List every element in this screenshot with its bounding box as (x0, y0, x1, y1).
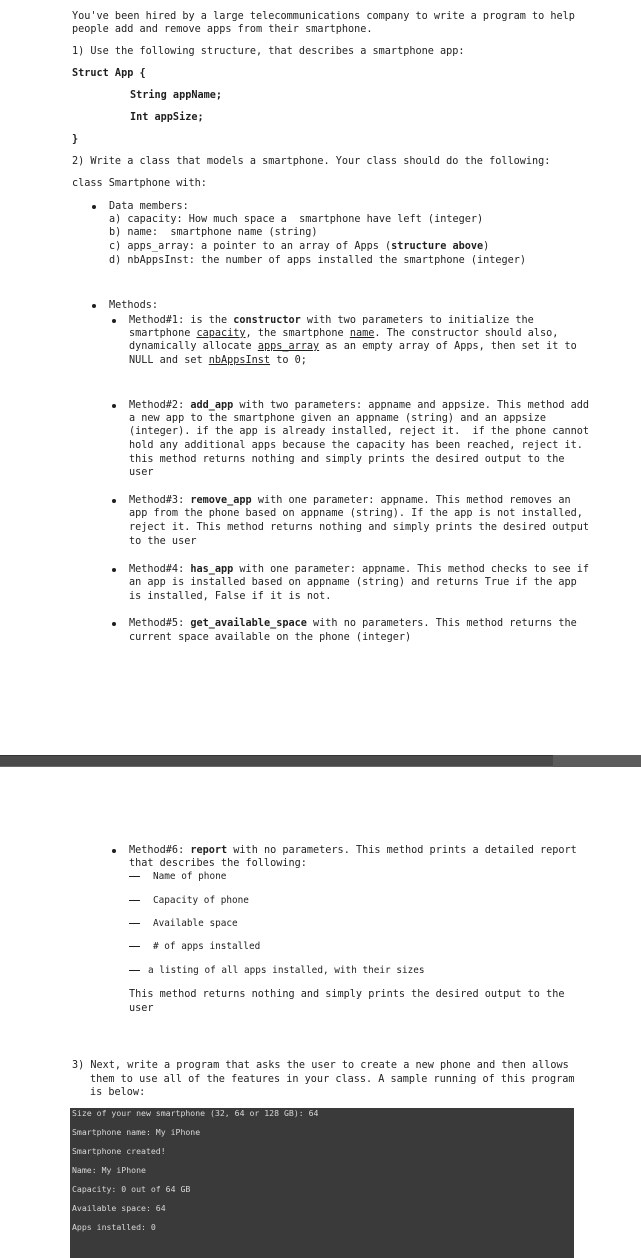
method-5-line-1: Method#5: get_available_space with no parameters. This method returns the (129, 618, 577, 629)
method-2-line-3: (integer). if the app is already installed, reject it. if the phone cannot (129, 426, 590, 437)
member-name: b) name: smartphone name (string) (109, 227, 318, 238)
terminal-line: Smartphone name: My iPhone (72, 1127, 201, 1137)
dash-icon (129, 876, 140, 877)
terminal-line: Size of your new smartphone (32, 64 or 128 GB): 64 (72, 1108, 319, 1118)
dash-icon (129, 923, 140, 924)
member-nbappsinst: d) nbAppsInst: the number of apps installed the smartphone (integer) (109, 255, 527, 266)
section-3-line-2: them to use all of the features in your class. A sample running of this program (90, 1074, 575, 1085)
report-item-available: Available space (153, 918, 238, 929)
bullet-icon (112, 499, 116, 503)
method-3-line-3: reject it. This method returns nothing and simply prints the desired output (129, 522, 590, 533)
method-6-tail-2: user (129, 1003, 154, 1014)
method-2-line-1: Method#2: add_app with two parameters: appname and appsize. This method add (129, 400, 590, 411)
member-capacity: a) capacity: How much space a smartphone have left (integer) (109, 214, 484, 225)
report-item-listing: a listing of all apps installed, with their sizes (148, 965, 425, 976)
method-4-line-3: is installed, False if it is not. (129, 591, 332, 602)
method-6-line-2: that describes the following: (129, 858, 307, 869)
dash-icon (129, 946, 140, 947)
method-5-line-2: current space available on the phone (integer) (129, 632, 412, 643)
section-2-heading: 2) Write a class that models a smartphone. Your class should do the following: (72, 156, 551, 167)
method-6-tail-1: This method returns nothing and simply prints the desired output to the (129, 989, 565, 1000)
method-1-line-1: Method#1: is the constructor with two parameters to initialize the (129, 315, 534, 326)
bullet-icon (112, 568, 116, 572)
method-6-line-1: Method#6: report with no parameters. This method prints a detailed report (129, 845, 577, 856)
page-separator-end (553, 755, 641, 767)
bullet-icon (112, 622, 116, 626)
bullet-icon (112, 404, 116, 408)
methods-label: Methods: (109, 300, 159, 311)
terminal-line: Smartphone created! (72, 1146, 166, 1156)
terminal-line: Available space: 64 (72, 1203, 166, 1213)
report-item-name: Name of phone (153, 871, 227, 882)
bullet-icon (112, 319, 116, 323)
bullet-icon (112, 849, 116, 853)
terminal-line: Apps installed: 0 (72, 1222, 156, 1232)
section-3-line-3: is below: (90, 1087, 146, 1098)
method-1-line-2: smartphone capacity, the smartphone name. The constructor should also, (129, 328, 559, 339)
intro-line-2: people add and remove apps from their smartphone. (72, 24, 373, 35)
method-2-line-6: user (129, 467, 154, 478)
method-4-line-2: an app is installed based on appname (string) and returns True if the app (129, 577, 577, 588)
method-2-line-2: a new app to the smartphone given an appname (string) and an appsize (129, 413, 547, 424)
bullet-icon (92, 205, 96, 209)
intro-line-1: You've been hired by a large telecommunications company to write a program to help (72, 11, 575, 22)
method-4-line-1: Method#4: has_app with one parameter: appname. This method checks to see if (129, 564, 590, 575)
section-1-heading: 1) Use the following structure, that describes a smartphone app: (72, 46, 465, 57)
method-3-line-2: app from the phone based on appname (string). If the app is not installed, (129, 508, 583, 519)
section-3-line-1: 3) Next, write a program that asks the user to create a new phone and then allows (72, 1060, 569, 1071)
data-members-label: Data members: (109, 201, 189, 212)
member-apps-array: c) apps_array: a pointer to an array of Apps (structure above) (109, 241, 490, 252)
method-2-line-4: hold any additional apps because the capacity has been reached, reject it. (129, 440, 583, 451)
struct-open: Struct App { (72, 68, 146, 79)
report-item-capacity: Capacity of phone (153, 895, 249, 906)
method-3-line-4: to the user (129, 536, 197, 547)
report-item-count: # of apps installed (153, 941, 261, 952)
method-2-line-5: this method returns nothing and simply prints the desired output to the (129, 454, 565, 465)
class-declaration: class Smartphone with: (72, 178, 207, 189)
terminal-line: Name: My iPhone (72, 1165, 146, 1175)
method-1-line-4: NULL and set nbAppsInst to 0; (129, 355, 307, 366)
struct-field-appsize: Int appSize; (130, 112, 204, 123)
dash-icon (129, 970, 140, 971)
page-separator (0, 755, 641, 767)
bullet-icon (92, 304, 96, 308)
struct-close: } (72, 134, 79, 145)
method-3-line-1: Method#3: remove_app with one parameter: appname. This method removes an (129, 495, 571, 506)
terminal-line: Capacity: 0 out of 64 GB (72, 1184, 191, 1194)
dash-icon (129, 900, 140, 901)
terminal-output (70, 1108, 574, 1258)
struct-field-appname: String appName; (130, 90, 223, 101)
method-1-line-3: dynamically allocate apps_array as an empty array of Apps, then set it to (129, 341, 577, 352)
